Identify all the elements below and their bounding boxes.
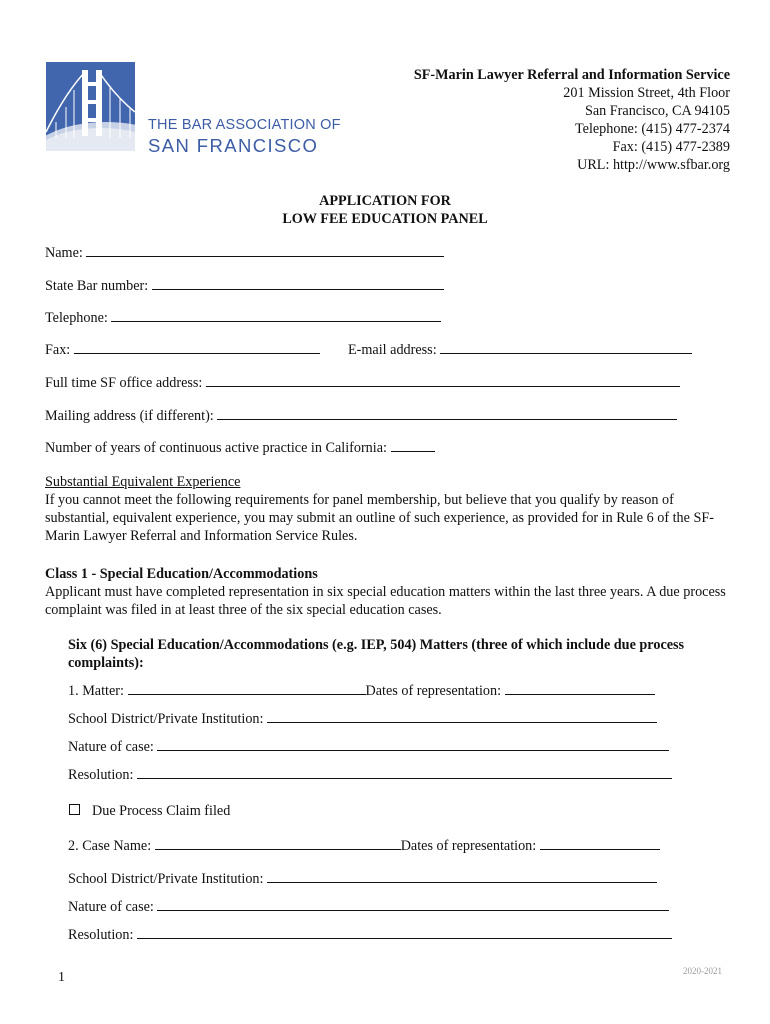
- substantial-experience-heading: Substantial Equivalent Experience: [45, 474, 241, 490]
- matter1-resolution-label: Resolution:: [68, 767, 134, 783]
- matter1-label: 1. Matter:: [68, 683, 124, 699]
- street-address: 201 Mission Street, 4th Floor: [563, 85, 730, 101]
- matter1-field[interactable]: [68, 683, 655, 700]
- title-line1: APPLICATION FOR: [319, 193, 451, 209]
- website-url: URL: http://www.sfbar.org: [577, 157, 730, 173]
- document-title: [0, 192, 770, 228]
- matters-heading: Six (6) Special Education/Accommodations (e.g. IEP, 504) Matters (three of which include due process complaints):: [68, 637, 685, 671]
- matter2-field[interactable]: [68, 838, 660, 855]
- due-process-label: Due Process Claim filed: [92, 803, 231, 819]
- matter2-nature-field[interactable]: [68, 899, 669, 916]
- fax-input-line[interactable]: [74, 342, 320, 354]
- name-label: Name:: [45, 245, 83, 261]
- address-block: [414, 66, 730, 174]
- matter2-school-input-line[interactable]: [267, 871, 657, 883]
- state-bar-label: State Bar number:: [45, 278, 149, 294]
- fax-field[interactable]: [45, 342, 320, 359]
- logo-text-line2: SAN FRANCISCO: [148, 135, 319, 156]
- due-process-checkbox-row[interactable]: [69, 803, 230, 820]
- sf-office-address-label: Full time SF office address:: [45, 375, 203, 391]
- years-practice-input-line[interactable]: [391, 440, 435, 452]
- matter2-case-name-input-line[interactable]: [155, 838, 401, 850]
- class1-body: Applicant must have completed representation in six special education matters within the last three years. A due process complaint was filed in at least three of the six special education cases.: [45, 584, 726, 618]
- page-number: 1: [58, 970, 65, 985]
- name-field[interactable]: [45, 245, 444, 262]
- title-line2: LOW FEE EDUCATION PANEL: [282, 211, 488, 227]
- email-input-line[interactable]: [440, 342, 692, 354]
- telephone-field[interactable]: [45, 310, 441, 327]
- matter1-resolution-field[interactable]: [68, 767, 672, 784]
- matter1-dates-label: Dates of representation:: [365, 683, 502, 699]
- bar-association-logo: [46, 62, 341, 157]
- matter1-nature-input-line[interactable]: [157, 739, 669, 751]
- golden-gate-bridge-icon: [46, 62, 135, 151]
- name-input-line[interactable]: [86, 245, 444, 257]
- matter1-school-input-line[interactable]: [267, 711, 657, 723]
- due-process-checkbox[interactable]: [69, 804, 80, 815]
- matter1-nature-field[interactable]: [68, 739, 669, 756]
- mailing-address-label: Mailing address (if different):: [45, 408, 214, 424]
- matter1-resolution-input-line[interactable]: [137, 767, 672, 779]
- logo-text-line1: THE BAR ASSOCIATION OF: [148, 117, 341, 133]
- matter1-school-label: School District/Private Institution:: [68, 711, 264, 727]
- org-name: SF-Marin Lawyer Referral and Information Service: [413, 67, 730, 83]
- sf-office-address-field[interactable]: [45, 375, 680, 392]
- email-field[interactable]: [348, 342, 692, 359]
- fax-number: Fax: (415) 477-2389: [612, 139, 730, 155]
- matter1-school-field[interactable]: [68, 711, 657, 728]
- state-bar-field[interactable]: [45, 278, 444, 295]
- years-practice-field[interactable]: [45, 440, 435, 457]
- telephone-label: Telephone:: [45, 310, 108, 326]
- matter2-dates-label: Dates of representation:: [400, 838, 537, 854]
- matter2-resolution-field[interactable]: [68, 927, 672, 944]
- sf-office-address-input-line[interactable]: [206, 375, 680, 387]
- mailing-address-field[interactable]: [45, 408, 677, 425]
- matter2-nature-label: Nature of case:: [68, 899, 154, 915]
- class1-heading: Class 1 - Special Education/Accommodations: [45, 566, 318, 582]
- class1-section: [45, 565, 735, 619]
- matter1-nature-label: Nature of case:: [68, 739, 154, 755]
- footer-year: 2020-2021: [683, 966, 722, 976]
- matter2-resolution-input-line[interactable]: [137, 927, 672, 939]
- matter1-dates-input-line[interactable]: [505, 683, 655, 695]
- state-bar-input-line[interactable]: [152, 278, 444, 290]
- city-address: San Francisco, CA 94105: [584, 103, 730, 119]
- matter2-case-name-label: 2. Case Name:: [68, 838, 152, 854]
- telephone-input-line[interactable]: [111, 310, 441, 322]
- mailing-address-input-line[interactable]: [217, 408, 677, 420]
- telephone-number: Telephone: (415) 477-2374: [574, 121, 730, 137]
- matter2-nature-input-line[interactable]: [157, 899, 669, 911]
- matter2-dates-input-line[interactable]: [540, 838, 660, 850]
- matter2-school-field[interactable]: [68, 871, 657, 888]
- matter2-resolution-label: Resolution:: [68, 927, 134, 943]
- years-practice-label: Number of years of continuous active practice in California:: [45, 440, 387, 456]
- substantial-experience-body: If you cannot meet the following requirements for panel membership, but believe that you qualify by reason of substantial, equivalent experience, you may submit an outline of such experience, as provided for in Rule 6 of the SF-Marin Lawyer Referral and Information Service Rules.: [45, 492, 715, 544]
- email-label: E-mail address:: [348, 342, 437, 358]
- fax-label: Fax:: [45, 342, 71, 358]
- matter1-input-line[interactable]: [128, 683, 366, 695]
- matter2-school-label: School District/Private Institution:: [68, 871, 264, 887]
- substantial-experience-section: [45, 473, 735, 545]
